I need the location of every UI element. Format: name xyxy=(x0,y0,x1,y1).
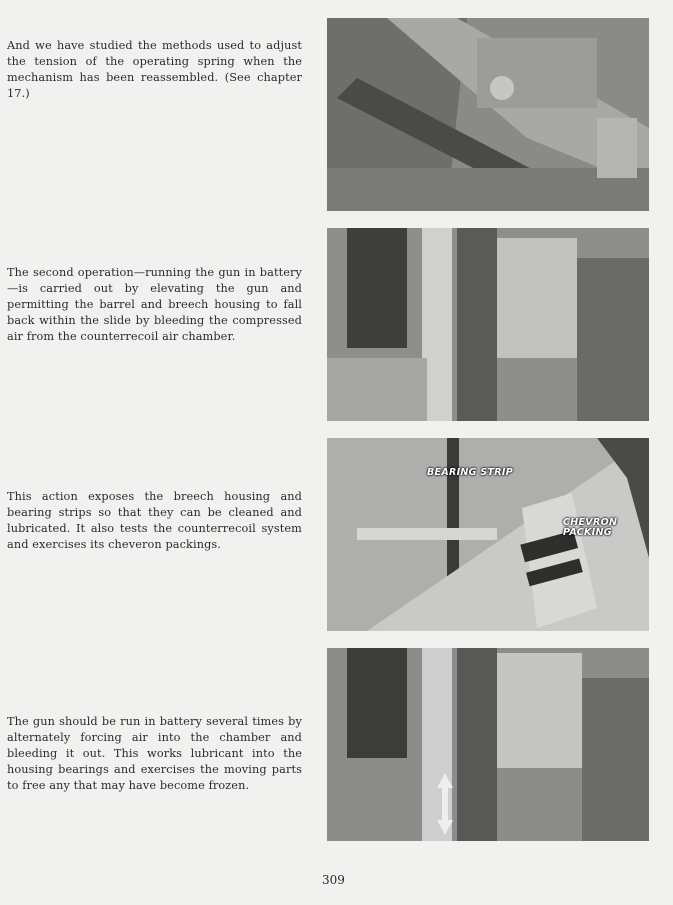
mechanism-image xyxy=(327,18,649,211)
page-number: 309 xyxy=(322,873,345,887)
photo-gun-elevated xyxy=(327,228,649,421)
callout-bearing-strip: BEARING STRIP xyxy=(427,467,514,478)
photo-gun-in-battery xyxy=(327,648,649,841)
paragraph-2: The second operation—running the gun in battery—is carried out by elevating the gun and permitting the barrel and breech housing to fall back within the slide by bleeding the compressed air from the counterrecoil air chamber. xyxy=(7,266,302,343)
photo-bearing-chevron xyxy=(327,438,649,631)
gun-in-battery-image xyxy=(327,648,649,841)
paragraph-1: And we have studied the methods used to adjust the tension of the operating spring when the mechanism has been reassembled. (See chapter 17.) xyxy=(7,39,302,100)
gun-elevated-image xyxy=(327,228,649,421)
photo-mechanism-spring xyxy=(327,18,649,211)
paragraph-4: The gun should be run in battery several times by alternately forcing air into the chamber and bleeding it out. This works lubricant into the housing bearings and exercises the moving parts to free any that may have become frozen. xyxy=(7,715,302,792)
paragraph-3: This action exposes the breech housing and bearing strips so that they can be cleaned and lubricated. It also tests the counterrecoil system and exercises its cheveron packings. xyxy=(7,490,302,551)
callout-chevron-packing: CHEVRON PACKING xyxy=(563,517,618,538)
